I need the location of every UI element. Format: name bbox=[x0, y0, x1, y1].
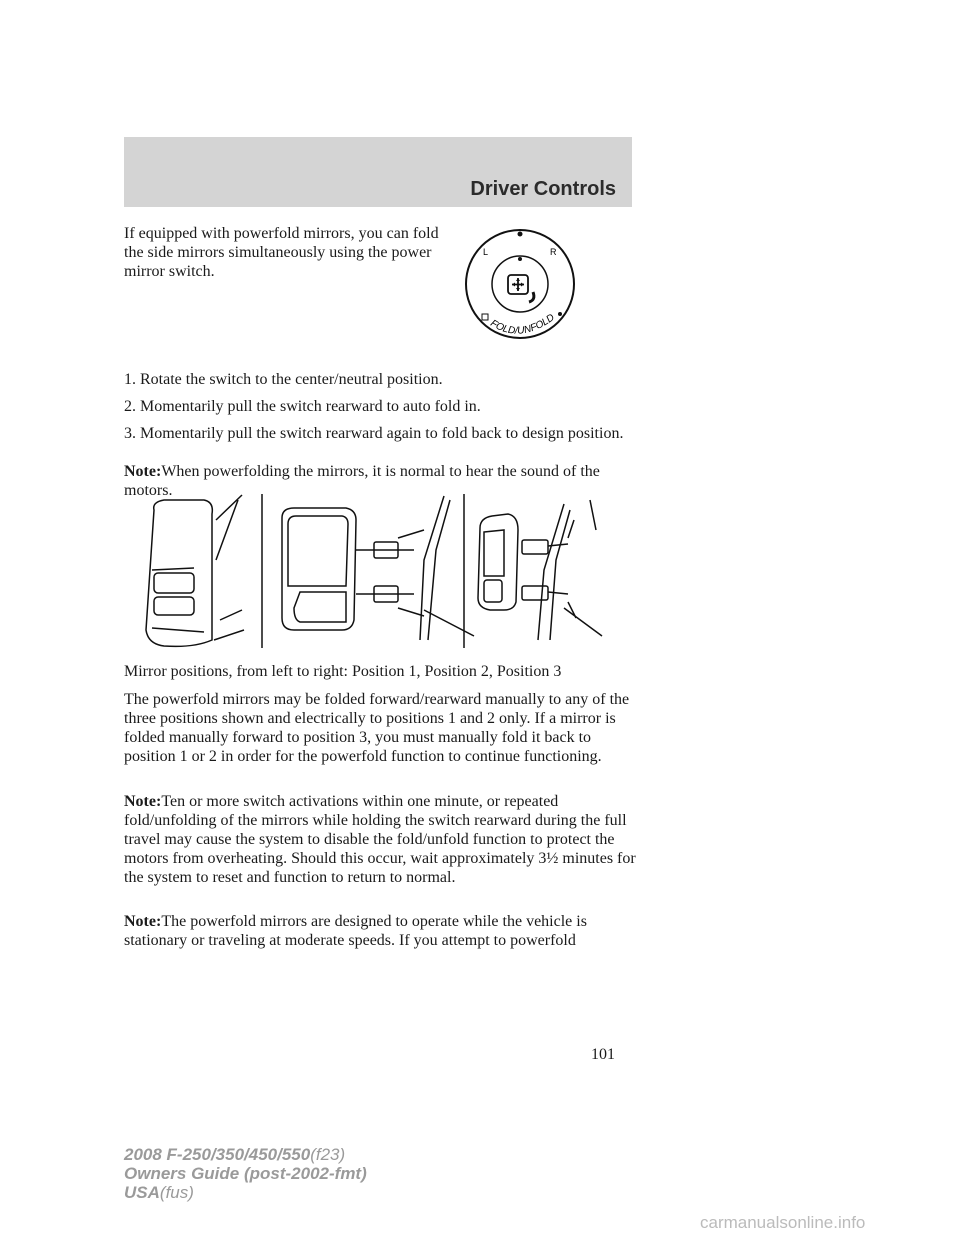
paragraph-positions: The powerfold mirrors may be folded forward/rearward manually to any of the three positions shown and electrically to positions 1 and 2 only. If a mirror is folded manually forward to position 3, you must manually fold it back to position 1 or 2 in order for the powerfold function to continue functioning. bbox=[124, 691, 630, 765]
note-2-label: Note: bbox=[124, 793, 162, 810]
intro-text: If equipped with powerfold mirrors, you can fold the side mirrors simultaneously using the power mirror switch. bbox=[124, 225, 439, 280]
footer-region: USA bbox=[124, 1183, 160, 1202]
footer-metadata bbox=[124, 1145, 367, 1202]
note-3-text: The powerfold mirrors are designed to operate while the vehicle is stationary or traveling at moderate speeds. If you attempt to powerfold bbox=[124, 913, 587, 949]
header-band bbox=[124, 137, 632, 207]
footer-model: 2008 F-250/350/450/550 bbox=[124, 1145, 311, 1164]
mirror-positions-illustration bbox=[124, 490, 604, 650]
switch-fold-label: FOLD/UNFOLD bbox=[488, 312, 557, 337]
footer-region-code: (fus) bbox=[159, 1183, 194, 1202]
step-1: 1. Rotate the switch to the center/neutral position. bbox=[124, 371, 443, 388]
footer-code: (f23) bbox=[310, 1145, 346, 1164]
note-1-label: Note: bbox=[124, 463, 162, 480]
footer-guide: Owners Guide (post-2002-fmt) bbox=[124, 1164, 367, 1183]
figure-caption: Mirror positions, from left to right: Position 1, Position 2, Position 3 bbox=[124, 663, 562, 680]
step-3: 3. Momentarily pull the switch rearward again to fold back to design position. bbox=[124, 425, 624, 442]
note-1-text: When powerfolding the mirrors, it is normal to hear the sound of the motors. bbox=[124, 463, 600, 499]
note-3-label: Note: bbox=[124, 913, 162, 930]
note-2 bbox=[124, 792, 636, 887]
power-mirror-switch-illustration bbox=[462, 226, 578, 344]
section-title: Driver Controls bbox=[470, 178, 616, 200]
step-2: 2. Momentarily pull the switch rearward to auto fold in. bbox=[124, 398, 481, 415]
switch-right-label: R bbox=[550, 247, 557, 257]
note-3 bbox=[124, 912, 636, 950]
note-2-text: Ten or more switch activations within one minute, or repeated fold/unfolding of the mirrors while holding the switch rearward during the full travel may cause the system to disable the fold/unfold function to protect the motors from overheating. Should this occur, wait approximately 3½ minutes for the system to reset and function to return to normal. bbox=[124, 793, 636, 886]
mirror-position-1 bbox=[146, 495, 244, 646]
mirror-position-3 bbox=[478, 500, 602, 640]
mirror-position-2 bbox=[282, 496, 474, 640]
switch-left-label: L bbox=[483, 247, 489, 257]
page-number: 101 bbox=[591, 1046, 615, 1063]
watermark: carmanualsonline.info bbox=[700, 1213, 866, 1232]
